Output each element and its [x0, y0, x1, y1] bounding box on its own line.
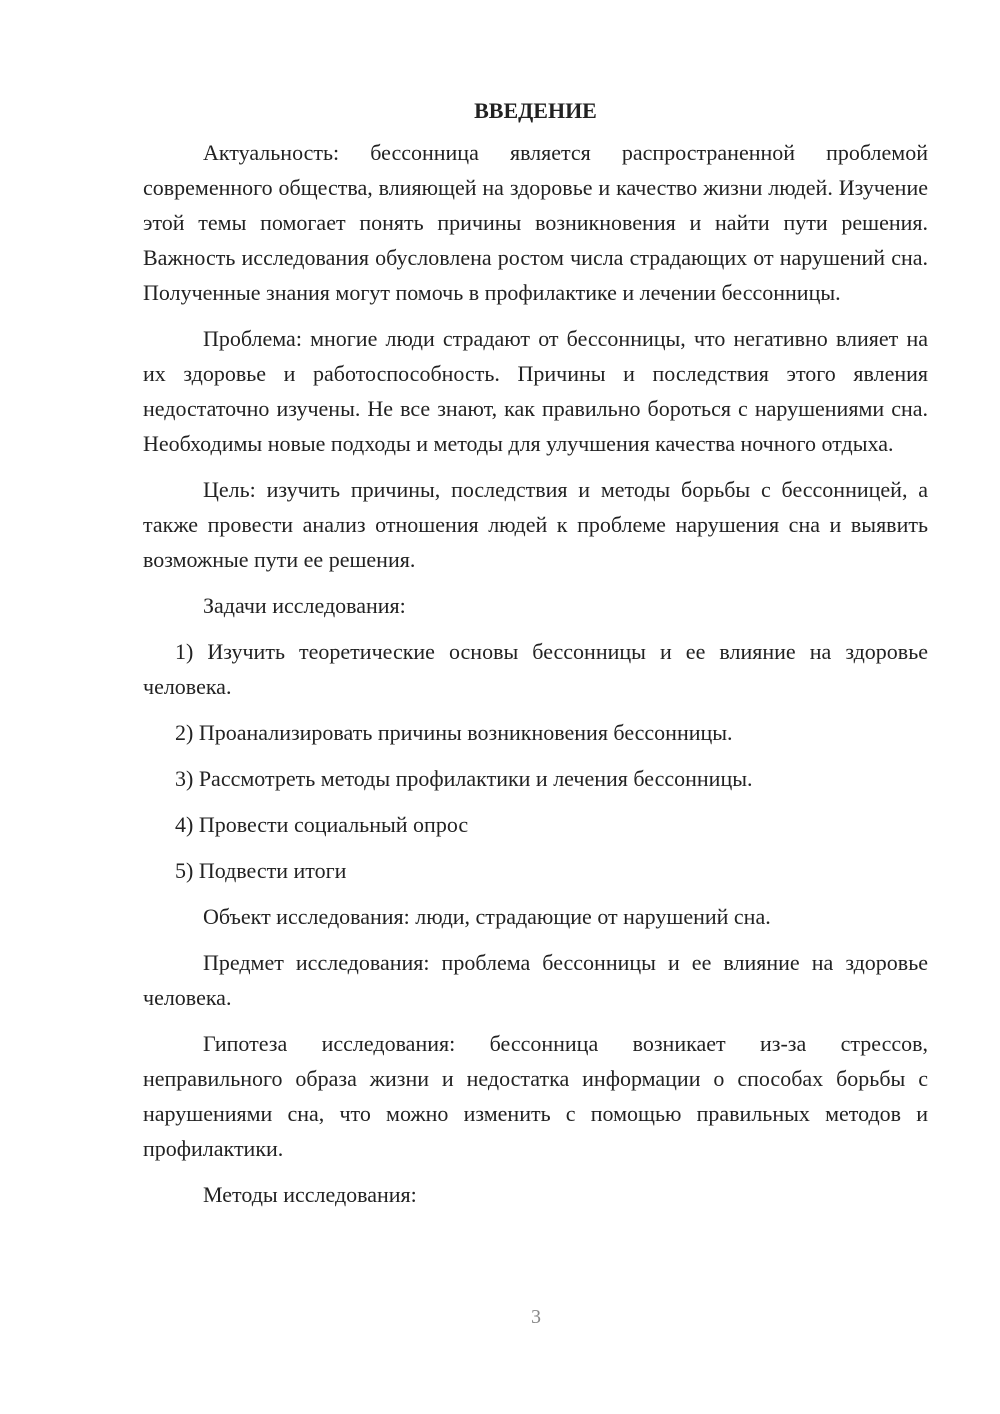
- task-item: 4) Провести социальный опрос: [175, 812, 469, 837]
- tasks-heading: Задачи исследования:: [203, 593, 406, 618]
- task-item: 2) Проанализировать причины возникновения бессонницы.: [175, 720, 733, 745]
- page-number: 3: [531, 1306, 541, 1328]
- relevance-paragraph: Актуальность: бессонница является распространенной проблемой современного общества, влияющей на здоровье и качество жизни людей. Изучение этой темы помогает понять причины возникновения и найти пути решения. Важность исследования обусловлена ростом числа страдающих от нарушений сна. Полученные знания могут помочь в профилактике и лечении бессонницы.: [143, 140, 928, 305]
- object-paragraph: Объект исследования: люди, страдающие от нарушений сна.: [203, 904, 771, 929]
- subject-paragraph: Предмет исследования: проблема бессонницы и ее влияние на здоровье человека.: [143, 950, 928, 1010]
- document-page: [143, 93, 928, 1223]
- problem-paragraph: Проблема: многие люди страдают от бессонницы, что негативно влияет на их здоровье и работоспособность. Причины и последствия этого явления недостаточно изучены. Не все знают, как правильно бороться с нарушениями сна. Необходимы новые подходы и методы для улучшения качества ночного отдыха.: [143, 326, 928, 456]
- hypothesis-paragraph: Гипотеза исследования: бессонница возникает из-за стрессов, неправильного образа жизни и недостатка информации о способах борьбы с нарушениями сна, что можно изменить с помощью правильных методов и профилактики.: [143, 1031, 928, 1161]
- goal-paragraph: Цель: изучить причины, последствия и методы борьбы с бессонницей, а также провести анализ отношения людей к проблеме нарушения сна и выявить возможные пути ее решения.: [143, 477, 928, 572]
- methods-heading: Методы исследования:: [203, 1182, 417, 1207]
- task-item: 3) Рассмотреть методы профилактики и лечения бессонницы.: [175, 766, 753, 791]
- page-title: ВВЕДЕНИЕ: [474, 98, 597, 123]
- task-item: 1) Изучить теоретические основы бессонницы и ее влияние на здоровье человека.: [143, 639, 928, 699]
- task-item: 5) Подвести итоги: [175, 858, 347, 883]
